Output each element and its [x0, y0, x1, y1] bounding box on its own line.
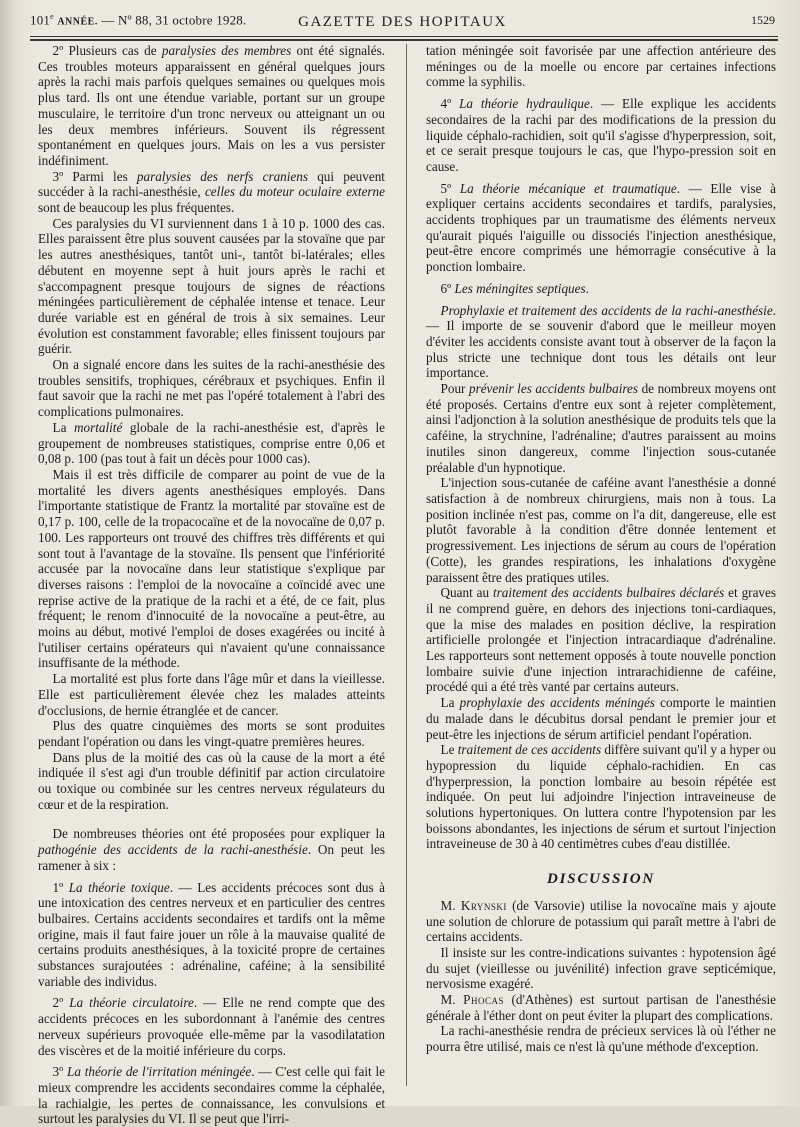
paragraph: La mortalité est plus forte dans l'âge mûr et dans la vieillesse. Elle est particulièrement élevée chez les malades atteints d'occlusions, de hernie étranglée et de cancer. [38, 671, 385, 718]
paragraph: Mais il est très difficile de comparer au point de vue de la mortalité les divers agents anesthésiques employés. Dans l'importante statistique de Frantz la mortalité par stovaïne est de 0,17 p. 100, celle de la tropacocaïne et de la novocaïne de 0,07 p. 100. Les rapporteurs ont trouvé des chiffres très différents et qui sont tout à l'avantage de la stovaïne. Ils pensent que l'infériorité accusée par la novocaïne dans leur statistique s'explique par diverses raisons : l'emploi de la novocaïne a coïncidé avec une reprise active de la pratique de la rachi et a été, de ce fait, plus fréquent; le renom d'innocuité de la novocaïne a peut-être, au moins au début, motivé l'emploi de doses exagérées ou incité à l'utiliser certains opérateurs qui n'avaient qu'une connaissance insuffisante de la méthode. [38, 466, 385, 671]
paragraph: De nombreuses théories ont été proposées pour expliquer la pathogénie des accidents de la rachi-anesthésie. On peut les ramener à six : [38, 826, 385, 873]
page-number: 1529 [751, 13, 775, 28]
header-rule [30, 36, 778, 37]
paragraph: La mortalité globale de la rachi-anesthésie est, d'après le groupement de nombreuses statistiques, comprise entre 0,06 et 0,08 p. 100 (pas tout à fait un décès pour 1000 cas). [38, 419, 385, 467]
header-rule-thick [30, 39, 778, 41]
left-column [38, 43, 385, 1127]
discussion-heading: DISCUSSION [546, 871, 656, 888]
paragraph: La prophylaxie des accidents méningés comporte le maintien du malade dans le décubitus dorsal pendant le premier jour et peut-être les injections de sérum artificiel pendant l'opération. [426, 695, 777, 742]
paragraph: On a signalé encore dans les suites de la rachi-anesthésie des troubles sensitifs, trophiques, cérébraux et psychiques. Enfin il faut savoir que la rachi ne met pas l'opéré totalement à l'abri des complications pulmonaires. [38, 357, 385, 420]
paragraph: Le traitement de ces accidents diffère suivant qu'il y a hyper ou hypopression du liquide céphalo-rachidien. En cas d'hyperpression, la ponction lombaire au besoin répétée est indiquée. On peut lui adjoindre l'injection intraveineuse de solutions hypertoniques. On luttera contre l'hypotension par les boissons abondantes, les injections de sérum et surtout l'injection intraveineuse de 30 à 40 centimètres cubes d'eau distillée. [426, 742, 776, 852]
paragraph: Pour prévenir les accidents bulbaires de nombreux moyens ont été proposés. Certains d'entre eux sont à rejeter complètement, ainsi l'adjonction à la solution anesthésique de produits tels que la caféine, la strychnine, l'adrénaline; d'autres paraissent au moins inutiles sinon dangereux, comme l'injection sous-cutanée préalable d'un hypnotique. [426, 381, 776, 475]
paragraph: La rachi-anesthésie rendra de précieux services là où l'éther ne pourra être utilisé, mais ce n'est là qu'une méthode d'exception. [426, 1023, 776, 1055]
paragraph: Prophylaxie et traitement des accidents de la rachi-anesthésie. — Il importe de se souvenir d'abord que le meilleur moyen d'éviter les accidents consiste avant tout à observer de la façon la plus stricte une technique dont tous les détails ont leur importance. [426, 302, 776, 381]
paragraph: Ces paralysies du VI surviennent dans 1 à 10 p. 1000 des cas. Elles paraissent être plus souvent causées par la stovaïne que par les autres anesthésiques, tantôt uni-, tantôt bi-latérales; elles débutent en moyenne sept à huit jours après le rachi et s'accompagnent presque toujours de signes de réactions méningées particulièrement de céphalée intense et tenace. Leur durée variable est en général de trois à six semaines. Leur évolution est constamment favorable; elles finissent toujours par guérir. [38, 215, 385, 357]
journal-title: GAZETTE DES HOPITAUX [298, 14, 507, 30]
paragraph: 4º La théorie hydraulique. — Elle explique les accidents secondaires de la rachi par des modifications de la pression du liquide céphalo-rachidien, soit qu'il s'agisse d'hyperpression, soit, et ce serait presque toujours le cas, que l'hypo-pression soit en cause. [426, 96, 777, 174]
column-divider [406, 44, 407, 1086]
paragraph: 2º La théorie circulatoire. — Elle ne rend compte que des accidents précoces en les subordonnant à l'anémie des centres nerveux supérieurs provoquée elle-même par la vasodilatation des viscères et de la moitié inférieure du corps. [38, 995, 385, 1058]
paragraph: M. Krynski (de Varsovie) utilise la novocaïne mais y ajoute une solution de chlorure de potassium qui paraît mettre à l'abri de certains accidents. [426, 897, 776, 945]
paragraph: 3º Parmi les paralysies des nerfs craniens qui peuvent succéder à la rachi-anesthésie, celles du moteur oculaire externe sont de beaucoup les plus fréquentes. [38, 168, 385, 216]
paragraph: Il insiste sur les contre-indications suivantes : hypotension âgé du sujet (vieillesse ou juvénilité) infection grave septicémique, nervosisme exagéré. [426, 944, 776, 992]
paragraph: Plus des quatre cinquièmes des morts se sont produites pendant l'opération ou dans les vingt-quatre premières heures. [38, 718, 385, 749]
right-column [426, 43, 776, 1088]
paragraph: 6º Les méningites septiques. [440, 280, 589, 296]
paragraph: L'injection sous-cutanée de caféine avant l'anesthésie a donné satisfaction à de nombreux chirurgiens, mais non à tous. La position inclinée n'est pas, comme on l'a dit, dangereuse, elle est plutôt favorable à la condition d'être donnée lentement et progressivement. Les injections de sérum au cours de l'opération (Cotte), les grandes respirations, les inhalations d'oxygène paraissent être des pratiques utiles. [426, 475, 776, 585]
paragraph: tation méningée soit favorisée par une affection antérieure des méninges ou de la moelle ou encore par certaines infections comme la syphilis. [426, 43, 776, 90]
paragraph: 2º Plusieurs cas de paralysies des membres ont été signalés. Ces troubles moteurs apparaissent en général quelques jours après la rachi mais parfois quelques semaines ou quelques mois plus tard. Ils ont une étendue variable, portant sur un groupe musculaire, le territoire d'un tronc nerveux ou atteignant un ou les deux membres inférieurs. Souvent ils régressent spontanément en quelques jours. Mais on les a vus persister indéfiniment. [38, 43, 385, 168]
paragraph: 3º La théorie de l'irritation méningée. — C'est celle qui fait le mieux comprendre les accidents secondaires comme la céphalée, la rachialgie, les pertes de connaissance, les convulsions et surtout les paralysies du VI. Il se peut que l'irri- [38, 1064, 385, 1127]
paragraph: Quant au traitement des accidents bulbaires déclarés et graves il ne comprend guère, en dehors des injections toni-cardiaques, que la mise des malades en position déclive, la respiration artificielle prolongée et l'injection intracardiaque d'adrénaline. Les rapporteurs sont nettement opposés à toute nouvelle ponction lombaire suivie d'une injection intrarachidienne de caféine, procédé qui a été très vanté par certains auteurs. [426, 585, 777, 695]
issue-info: 101e ANNÉE. — Nº 88, 31 octobre 1928. [30, 12, 247, 28]
page-header [30, 12, 775, 34]
paragraph: 5º La théorie mécanique et traumatique. — Elle vise à expliquer certains accidents secondaires et tardifs, paralysies, accidents trophiques par un traumatisme des éléments nerveux qu'aurait piqués l'aiguille ou dissociés l'injection anesthésique, peut-être encore comprimés une hémorragie consécutive à la ponction lombaire. [426, 180, 776, 275]
paragraph: Dans plus de la moitié des cas où la cause de la mort a été indiquée il s'est agi d'un trouble définitif par action circulatoire ou toxique ou combinée sur les centres nerveux régulateurs du cœur et de la respiration. [38, 749, 385, 812]
paragraph: M. Phocas (d'Athènes) est surtout partisan de l'anesthésie générale à l'éther dont on peut éviter la plupart des complications. [426, 992, 776, 1023]
paragraph: 1º La théorie toxique. — Les accidents précoces sont dus à une intoxication des centres nerveux et en particulier des centres bulbaires. Certains accidents secondaires et tardifs ont la même origine, mais il faut faire jouer un rôle à la mauvaise qualité de certains produits anesthésiques, à la toxicité propre de certaines substances surajoutées : adrénaline, caféine; à la sensibilité variable des individus. [38, 879, 385, 989]
